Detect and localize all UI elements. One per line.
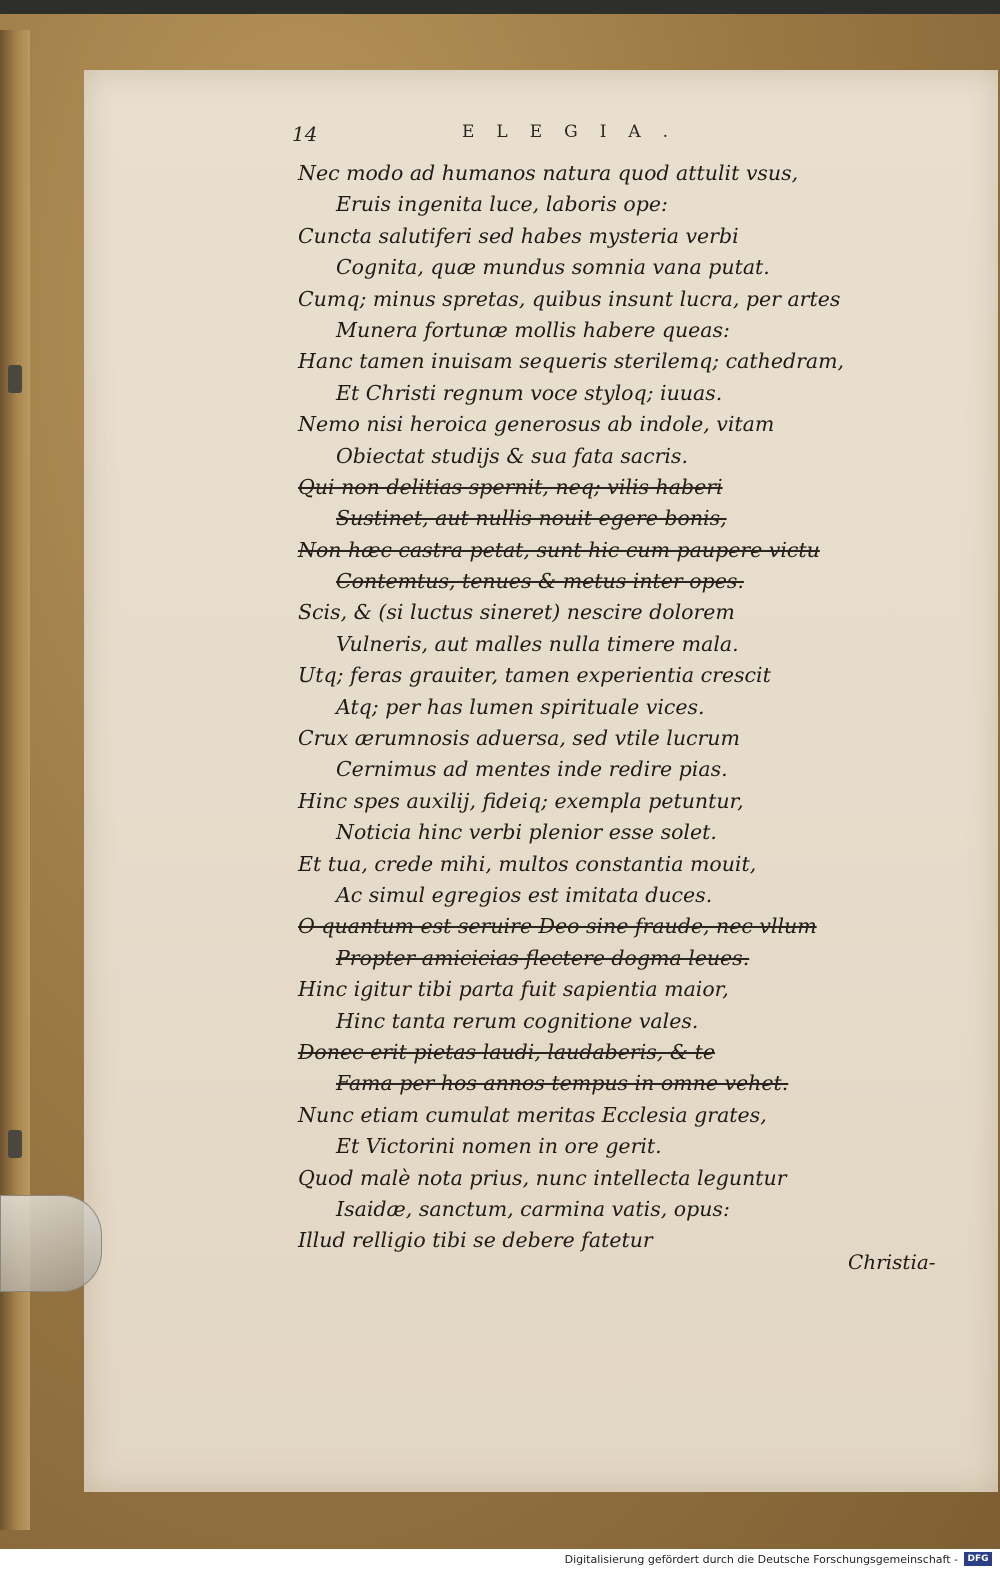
- running-head: ELEGIA.: [462, 122, 691, 142]
- verse-text: Quod malè nota prius, nunc intellecta leguntur: [298, 1165, 787, 1190]
- verse-text: Cernimus ad mentes inde redire pias.: [336, 757, 728, 782]
- page-number: 14: [292, 122, 318, 146]
- verse-text: Vulneris, aut malles nulla timere mala.: [336, 631, 739, 656]
- verse-line: [298, 911, 878, 942]
- verse-text: Et tua, crede mihi, multos constantia mouit,: [298, 851, 757, 876]
- verse-text: Cognita, quæ mundus somnia vana putat.: [336, 255, 770, 280]
- verse-line: [298, 535, 878, 566]
- verse-line: [298, 346, 878, 377]
- verse-line: [298, 409, 878, 440]
- verse-text: Cuncta salutiferi sed habes mysteria verbi: [298, 223, 739, 248]
- verse-list: [298, 158, 878, 1257]
- page-clip: [0, 1195, 102, 1292]
- verse-line: [298, 315, 878, 346]
- verse-text: Nunc etiam cumulat meritas Ecclesia grates,: [298, 1102, 767, 1127]
- verse-line: [298, 378, 878, 409]
- verse-text: Isaidæ, sanctum, carmina vatis, opus:: [336, 1196, 730, 1221]
- verse-line: [298, 786, 878, 817]
- verse-text: Atq; per has lumen spirituale vices.: [336, 694, 705, 719]
- verse-text: Donec erit pietas laudi, laudaberis, & te: [298, 1039, 715, 1064]
- verse-text: Non hæc castra petat, sunt hic cum paupere victu: [298, 537, 820, 562]
- verse-text: Noticia hinc verbi plenior esse solet.: [336, 820, 717, 845]
- verse-line: [298, 252, 878, 283]
- verse-line: [298, 974, 878, 1005]
- verse-text: Obiectat studijs & sua fata sacris.: [336, 443, 688, 468]
- verse-line: [298, 1006, 878, 1037]
- verse-line: [298, 1068, 878, 1099]
- verse-text: Scis, & (si luctus sineret) nescire dolorem: [298, 600, 735, 625]
- verse-line: [298, 158, 878, 189]
- verse-line: [298, 1225, 878, 1256]
- verse-line: [298, 660, 878, 691]
- verse-line: [298, 1037, 878, 1068]
- verse-text: Cumq; minus spretas, quibus insunt lucra, per artes: [298, 286, 841, 311]
- verse-text: Hinc spes auxilij, fideiq; exempla petuntur,: [298, 788, 744, 813]
- verse-text: Hinc tanta rerum cognitione vales.: [336, 1008, 699, 1033]
- verse-line: [298, 189, 878, 220]
- verse-line: [298, 503, 878, 534]
- verse-line: [298, 597, 878, 628]
- verse-text: Illud relligio tibi se debere fatetur: [298, 1228, 653, 1253]
- footer-bar: [0, 1549, 1000, 1571]
- verse-text: Hinc igitur tibi parta fuit sapientia maior,: [298, 977, 729, 1002]
- dfg-logo: DFG: [964, 1552, 992, 1566]
- verse-text: Fama per hos annos tempus in omne vehet.: [336, 1071, 789, 1096]
- verse-text: Et Victorini nomen in ore gerit.: [336, 1134, 662, 1159]
- verse-text: Nemo nisi heroica generosus ab indole, vitam: [298, 412, 775, 437]
- verse-text: Nec modo ad humanos natura quod attulit vsus,: [298, 161, 799, 185]
- verse-line: [298, 943, 878, 974]
- verse-text: Hanc tamen inuisam sequeris sterilemq; cathedram,: [298, 349, 845, 374]
- verse-text: Sustinet, aut nullis nouit egere bonis,: [336, 506, 727, 531]
- verse-text: Propter amicicias flectere dogma leues.: [336, 945, 750, 970]
- verse-line: [298, 566, 878, 597]
- verse-line: [298, 629, 878, 660]
- verse-line: [298, 1163, 878, 1194]
- verse-line: [298, 441, 878, 472]
- verse-line: [298, 1100, 878, 1131]
- verse-text: O quantum est seruire Deo sine fraude, nec vllum: [298, 914, 817, 939]
- verse-line: [298, 472, 878, 503]
- verse-text: Crux ærumnosis aduersa, sed vtile lucrum: [298, 726, 740, 751]
- page-header: [292, 122, 712, 152]
- clasp-icon: [8, 365, 22, 393]
- verse-line: [298, 880, 878, 911]
- verse-line: [298, 221, 878, 252]
- verse-text: Eruis ingenita luce, laboris ope:: [336, 192, 668, 217]
- verse-line: [298, 754, 878, 785]
- catchword: Christia-: [848, 1250, 936, 1274]
- verse-line: [298, 284, 878, 315]
- footer-credit: Digitalisierung gefördert durch die Deutsche Forschungsgemeinschaft -: [564, 1553, 958, 1566]
- verse-line: [298, 1194, 878, 1225]
- verse-text: Et Christi regnum voce styloq; iuuas.: [336, 380, 723, 405]
- verse-text: Munera fortunæ mollis habere queas:: [336, 317, 730, 342]
- verse-line: [298, 723, 878, 754]
- verse-text: Contemtus, tenues & metus inter opes.: [336, 569, 744, 594]
- verse-line: [298, 692, 878, 723]
- verse-line: [298, 817, 878, 848]
- verse-line: [298, 1131, 878, 1162]
- clasp-icon: [8, 1130, 22, 1158]
- book-spine-edge: [0, 30, 30, 1530]
- verse-text: Qui non delitias spernit, neq; vilis haberi: [298, 474, 723, 499]
- verse-line: [298, 849, 878, 880]
- verse-text: Ac simul egregios est imitata duces.: [336, 882, 713, 907]
- verse-text: Utq; feras grauiter, tamen experientia crescit: [298, 663, 771, 688]
